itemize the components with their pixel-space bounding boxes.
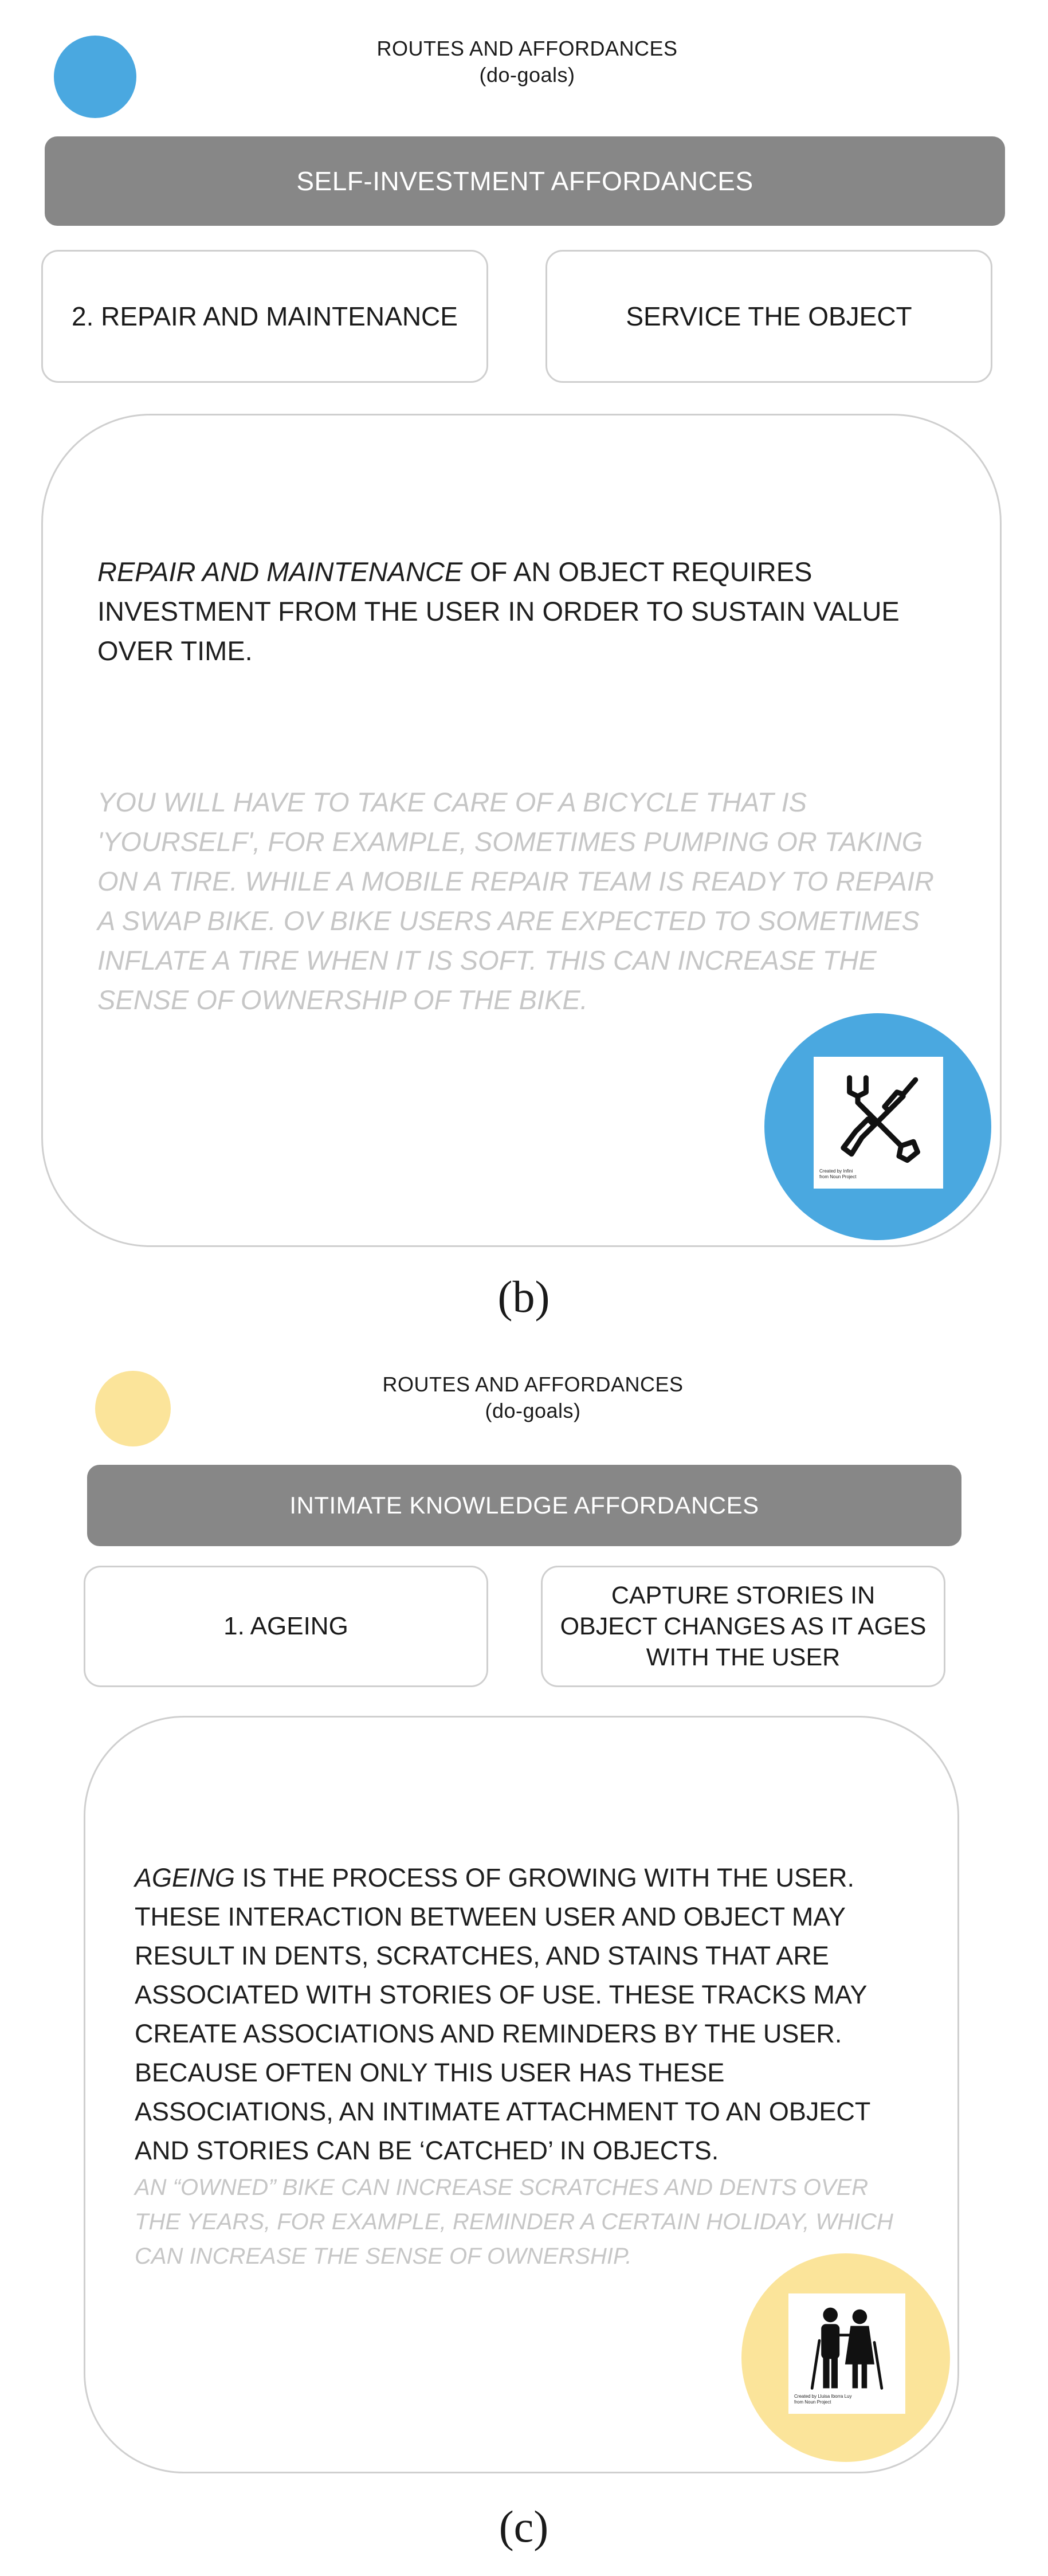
definition-term: REPAIR AND MAINTENANCE <box>97 556 463 587</box>
affordance-goal-box <box>545 250 992 383</box>
definition-body: IS THE PROCESS OF GROWING WITH THE USER. THESE INTERACTION BETWEEN USER AND OBJECT MAY RESULT IN DENTS, SCRATCHES, AND STAINS THAT ARE ASSOCIATED WITH STORIES OF USE. THESE TRACKS MAY CREATE ASSOCIATIONS AND REMINDERS BY THE USER. BECAUSE OFTEN ONLY THIS USER HAS THESE ASSOCIATIONS, AN INTIMATE ATTACHMENT TO AN OBJECT AND STORIES CAN BE ‘CATCHED’ IN OBJECTS. <box>135 1863 870 2165</box>
accent-dot-yellow <box>95 1371 171 1446</box>
figure-caption-c: (c) <box>499 2501 549 2551</box>
panel-c-header <box>355 1371 711 1424</box>
header-subtitle: (do-goals) <box>479 63 575 87</box>
goal-label: CAPTURE STORIES IN OBJECT CHANGES AS IT AGES WITH THE USER <box>560 1582 927 1671</box>
affordance-route-box <box>84 1566 488 1687</box>
icon-credit-line-2: from Noun Project <box>794 2399 831 2405</box>
route-label: 1. AGEING <box>223 1612 348 1640</box>
icon-card <box>788 2293 905 2414</box>
icon-badge-blue <box>764 1013 991 1240</box>
icon-credit-line-2: from Noun Project <box>819 1174 857 1179</box>
definition-term: AGEING <box>135 1863 235 1892</box>
affordance-banner: INTIMATE KNOWLEDGE AFFORDANCES <box>87 1465 961 1546</box>
header-title: ROUTES AND AFFORDANCES <box>382 1373 684 1396</box>
definition-body: OF AN OBJECT REQUIRES INVESTMENT FROM THE USER IN ORDER TO SUSTAIN VALUE OVER TIME. <box>97 556 900 666</box>
affordance-route-box <box>41 250 488 383</box>
elderly-couple-icon <box>801 2302 893 2394</box>
definition-text <box>97 552 951 671</box>
example-text: YOU WILL HAVE TO TAKE CARE OF A BICYCLE THAT IS 'YOURSELF', FOR EXAMPLE, SOMETIMES PUMPING OR TAKING ON A TIRE. WHILE A MOBILE REPAIR TEAM IS READY TO REPAIR A SWAP BIKE. OV BIKE USERS ARE EXPECTED TO SOMETIMES INFLATE A TIRE WHEN IT IS SOFT. THIS CAN INCREASE THE SENSE OF OWNERSHIP OF THE BIKE. <box>97 787 934 1015</box>
icon-credit <box>788 2394 905 2405</box>
route-label: 2. REPAIR AND MAINTENANCE <box>72 301 458 331</box>
example-text: AN “OWNED” BIKE CAN INCREASE SCRATCHES AND DENTS OVER THE YEARS, FOR EXAMPLE, REMINDER A CERTAIN HOLIDAY, WHICH CAN INCREASE THE SENSE OF OWNERSHIP. <box>135 2175 893 2269</box>
icon-card <box>814 1057 943 1189</box>
affordance-banner: SELF-INVESTMENT AFFORDANCES <box>45 136 1005 226</box>
header-title: ROUTES AND AFFORDANCES <box>376 37 678 60</box>
panel-b-header <box>344 36 711 88</box>
icon-credit-line-1: Created by Infini <box>819 1169 853 1174</box>
icon-credit-line-1: Created by Lluisa Iborra Luy <box>794 2394 852 2399</box>
definition-text <box>135 1859 920 2170</box>
accent-dot-blue <box>54 36 136 118</box>
icon-credit <box>814 1169 943 1180</box>
tools-icon <box>827 1065 930 1169</box>
affordance-goal-box <box>541 1566 945 1687</box>
goal-label: SERVICE THE OBJECT <box>626 301 912 331</box>
figure-caption-b: (b) <box>497 1272 550 1322</box>
header-subtitle: (do-goals) <box>485 1399 581 1422</box>
icon-badge-yellow <box>741 2253 950 2462</box>
